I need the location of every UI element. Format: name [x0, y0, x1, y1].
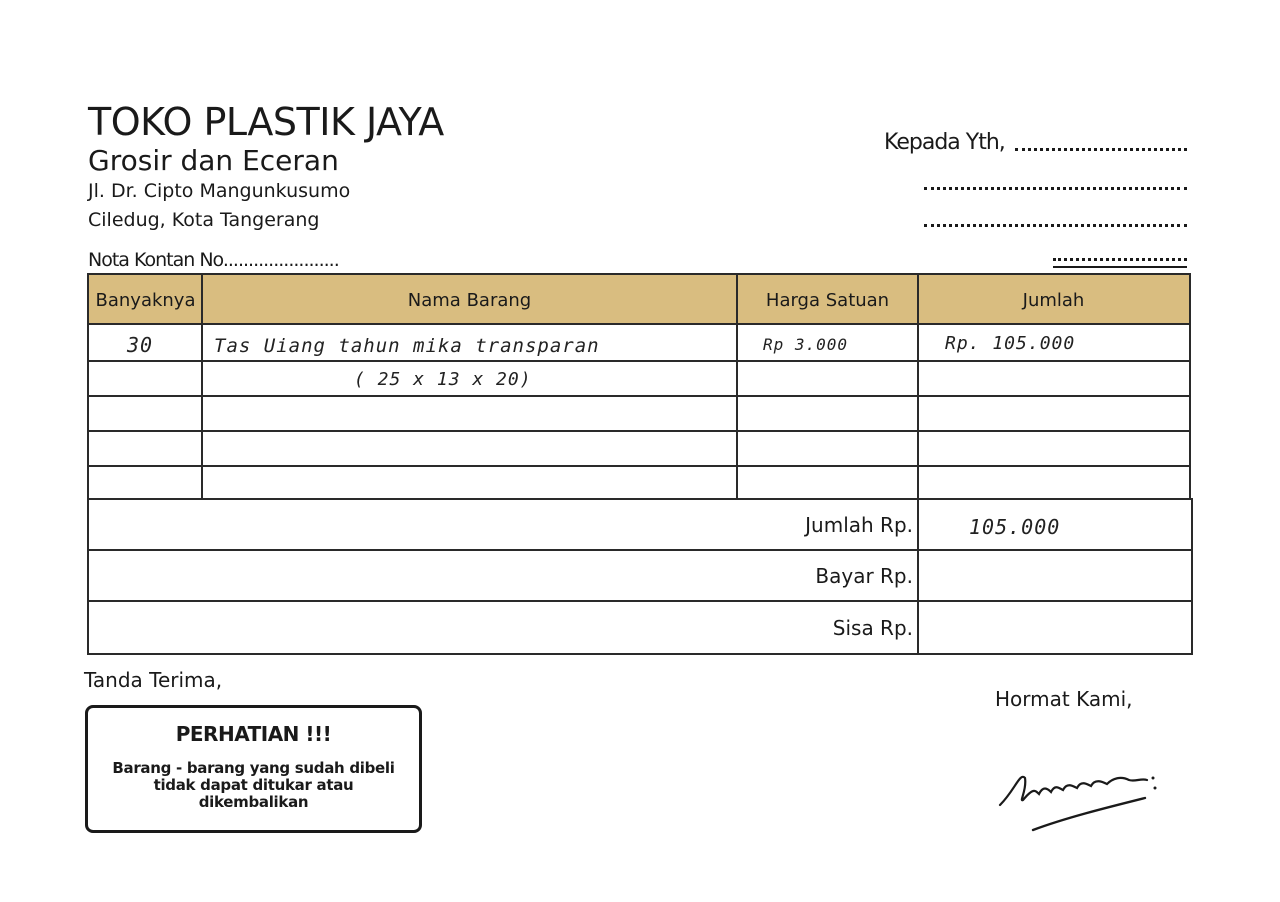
notice-box	[85, 705, 422, 833]
row-divider	[89, 395, 1189, 397]
bayar-label: Bayar Rp.	[815, 564, 913, 588]
row-1-name: Tas Uiang tahun mika transparan	[214, 335, 600, 357]
recipient-label: Kepada Yth,	[884, 130, 1005, 155]
jumlah-label: Jumlah Rp.	[805, 513, 913, 537]
jumlah-value: 105.000	[969, 515, 1061, 539]
tanda-terima-label: Tanda Terima,	[84, 668, 223, 692]
totals-row-divider	[89, 600, 1191, 602]
row-divider	[89, 465, 1189, 467]
store-address-line2: Ciledug, Kota Tangerang	[88, 209, 320, 231]
row-2-name: ( 25 x 13 x 20)	[354, 369, 532, 390]
row-1-qty: 30	[127, 333, 154, 357]
sisa-label: Sisa Rp.	[832, 616, 913, 640]
signature	[995, 760, 1165, 835]
row-divider	[89, 360, 1189, 362]
totals-section	[87, 498, 1193, 655]
store-subtitle: Grosir dan Eceran	[88, 144, 339, 177]
recipient-line-1	[1015, 148, 1187, 151]
notice-body: Barang - barang yang sudah dibeli tidak dapat ditukar atau dikembalikan	[112, 759, 395, 811]
totals-divider	[917, 498, 919, 653]
items-table	[87, 273, 1191, 500]
recipient-line-3	[924, 224, 1187, 227]
hormat-kami-label: Hormat Kami,	[995, 687, 1133, 711]
header-nama-barang: Nama Barang	[407, 289, 532, 311]
header-harga-satuan: Harga Satuan	[765, 289, 890, 311]
totals-row-divider	[89, 549, 1191, 551]
notice-title: PERHATIAN !!!	[175, 722, 332, 746]
row-divider	[89, 430, 1189, 432]
nota-number-label: Nota Kontan No.......................	[88, 249, 339, 271]
row-1-amount: Rp. 105.000	[945, 333, 1076, 354]
recipient-line-2	[924, 187, 1187, 190]
header-banyaknya: Banyaknya	[95, 289, 196, 311]
date-line	[1053, 258, 1187, 261]
header-jumlah: Jumlah	[1022, 289, 1085, 311]
store-name: TOKO PLASTIK JAYA	[88, 100, 444, 144]
row-1-price: Rp 3.000	[763, 335, 849, 354]
date-underline	[1053, 265, 1187, 268]
store-address-line1: Jl. Dr. Cipto Mangunkusumo	[88, 180, 351, 202]
